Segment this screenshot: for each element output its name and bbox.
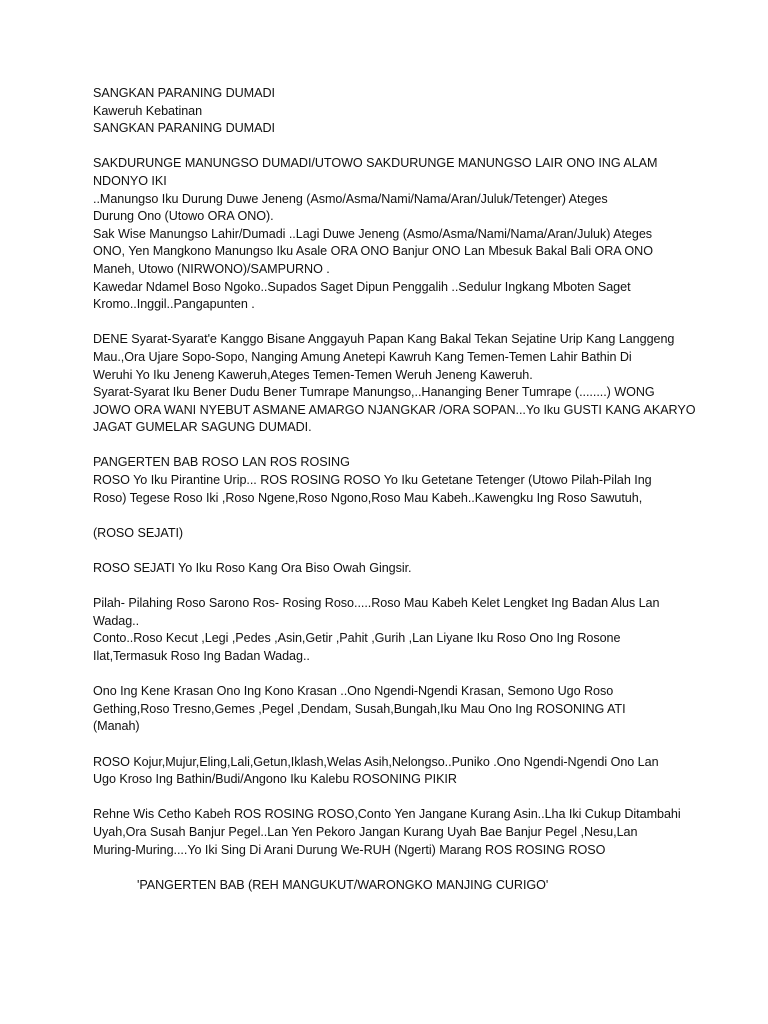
text-line: Uyah,Ora Susah Banjur Pegel..Lan Yen Pekoro Jangan Kurang Uyah Bae Banjur Pegel ,Nesu,Lan [93, 824, 638, 839]
text-line: Pilah- Pilahing Roso Sarono Ros- Rosing Roso.....Roso Mau Kabeh Kelet Lengket Ing Badan Alus Lan [93, 596, 660, 611]
text-line: Durung Ono (Utowo ORA ONO). [93, 209, 274, 224]
text-line: Kawedar Ndamel Boso Ngoko..Supados Saget Dipun Penggalih ..Sedulur Ingkang Mboten Saget [93, 279, 631, 294]
text-line: ROSO SEJATI Yo Iku Roso Kang Ora Biso Owah Gingsir. [93, 561, 412, 576]
blank-line [93, 789, 693, 807]
text-line: SAKDURUNGE MANUNGSO DUMADI/UTOWO SAKDURUNGE MANUNGSO LAIR ONO ING ALAM [93, 156, 658, 171]
text-line: ONO, Yen Mangkono Manungso Iku Asale ORA ONO Banjur ONO Lan Mbesuk Bakal Bali ORA ONO [93, 244, 653, 259]
text-line: Muring-Muring....Yo Iki Sing Di Arani Durung We-RUH (Ngerti) Marang ROS ROSING ROSO [93, 842, 606, 857]
text-line: ..Manungso Iku Durung Duwe Jeneng (Asmo/Asma/Nami/Nama/Aran/Juluk/Tetenger) Ateges [93, 191, 608, 206]
text-line: (Manah) [93, 719, 140, 734]
text-line: DENE Syarat-Syarat'e Kanggo Bisane Anggayuh Papan Kang Bakal Tekan Sejatine Urip Kang Langgeng [93, 332, 675, 347]
blank-line [93, 138, 693, 156]
text-line: ROSO Yo Iku Pirantine Urip... ROS ROSING ROSO Yo Iku Getetane Tetenger (Utowo Pilah-Pilah Ing [93, 473, 652, 488]
doc-subtitle: Kaweruh Kebatinan [93, 103, 203, 118]
blank-line [93, 314, 693, 332]
text-line: Roso) Tegese Roso Iki ,Roso Ngene,Roso Ngono,Roso Mau Kabeh..Kawengku Ing Roso Sawutuh, [93, 490, 643, 505]
section-heading: PANGERTEN BAB ROSO LAN ROS ROSING [93, 455, 350, 470]
text-line: Syarat-Syarat Iku Bener Dudu Bener Tumrape Manungso,..Hananging Bener Tumrape (........) WONG [93, 385, 655, 400]
blank-line [93, 578, 693, 596]
text-line: Ugo Kroso Ing Bathin/Budi/Angono Iku Kalebu ROSONING PIKIR [93, 772, 457, 787]
text-line: JAGAT GUMELAR SAGUNG DUMADI. [93, 420, 312, 435]
text-line: Sak Wise Manungso Lahir/Dumadi ..Lagi Duwe Jeneng (Asmo/Asma/Nami/Nama/Aran/Juluk) Ateges [93, 226, 653, 241]
blank-line [93, 507, 693, 525]
blank-line [93, 437, 693, 455]
text-line: Wadag.. [93, 613, 140, 628]
text-line: Ono Ing Kene Krasan Ono Ing Kono Krasan ..Ono Ngendi-Ngendi Krasan, Semono Ugo Roso [93, 684, 614, 699]
text-line: Weruhi Yo Iku Jeneng Kaweruh,Ateges Temen-Temen Weruh Jeneng Kaweruh. [93, 367, 533, 382]
text-line: (ROSO SEJATI) [93, 525, 184, 540]
text-line: JOWO ORA WANI NYEBUT ASMANE AMARGO NJANGKAR /ORA SOPAN...Yo Iku GUSTI KANG AKARYO [93, 402, 696, 417]
doc-title: SANGKAN PARANING DUMADI [93, 86, 275, 100]
text-line: Maneh, Utowo (NIRWONO)/SAMPURNO . [93, 261, 330, 276]
blank-line [93, 666, 693, 684]
doc-heading: SANGKAN PARANING DUMADI [93, 121, 275, 136]
text-line: ROSO Kojur,Mujur,Eling,Lali,Getun,Iklash,Welas Asih,Nelongso..Puniko .Ono Ngendi-Ngendi Ono Lan [93, 754, 659, 769]
text-line: Conto..Roso Kecut ,Legi ,Pedes ,Asin,Getir ,Pahit ,Gurih ,Lan Liyane Iku Roso Ono Ing Rosone [93, 631, 621, 646]
text-line: NDONYO IKI [93, 173, 167, 188]
blank-line [93, 736, 693, 754]
blank-line [93, 542, 693, 560]
section-heading-quoted: 'PANGERTEN BAB (REH MANGUKUT/WARONGKO MANJING CURIGO' [137, 877, 549, 892]
text-line: Rehne Wis Cetho Kabeh ROS ROSING ROSO,Conto Yen Jangane Kurang Asin..Lha Iki Cukup Ditambahi [93, 807, 681, 822]
text-line: Gething,Roso Tresno,Gemes ,Pegel ,Dendam, Susah,Bungah,Iku Mau Ono Ing ROSONING ATI [93, 701, 626, 716]
document-body [93, 85, 696, 894]
text-line: Kromo..Inggil..Pangapunten . [93, 297, 255, 312]
text-line: Ilat,Termasuk Roso Ing Badan Wadag.. [93, 649, 310, 663]
text-line: Mau.,Ora Ujare Sopo-Sopo, Nanging Amung Anetepi Kawruh Kang Temen-Temen Lahir Bathin Di [93, 349, 632, 364]
blank-line [93, 859, 693, 877]
